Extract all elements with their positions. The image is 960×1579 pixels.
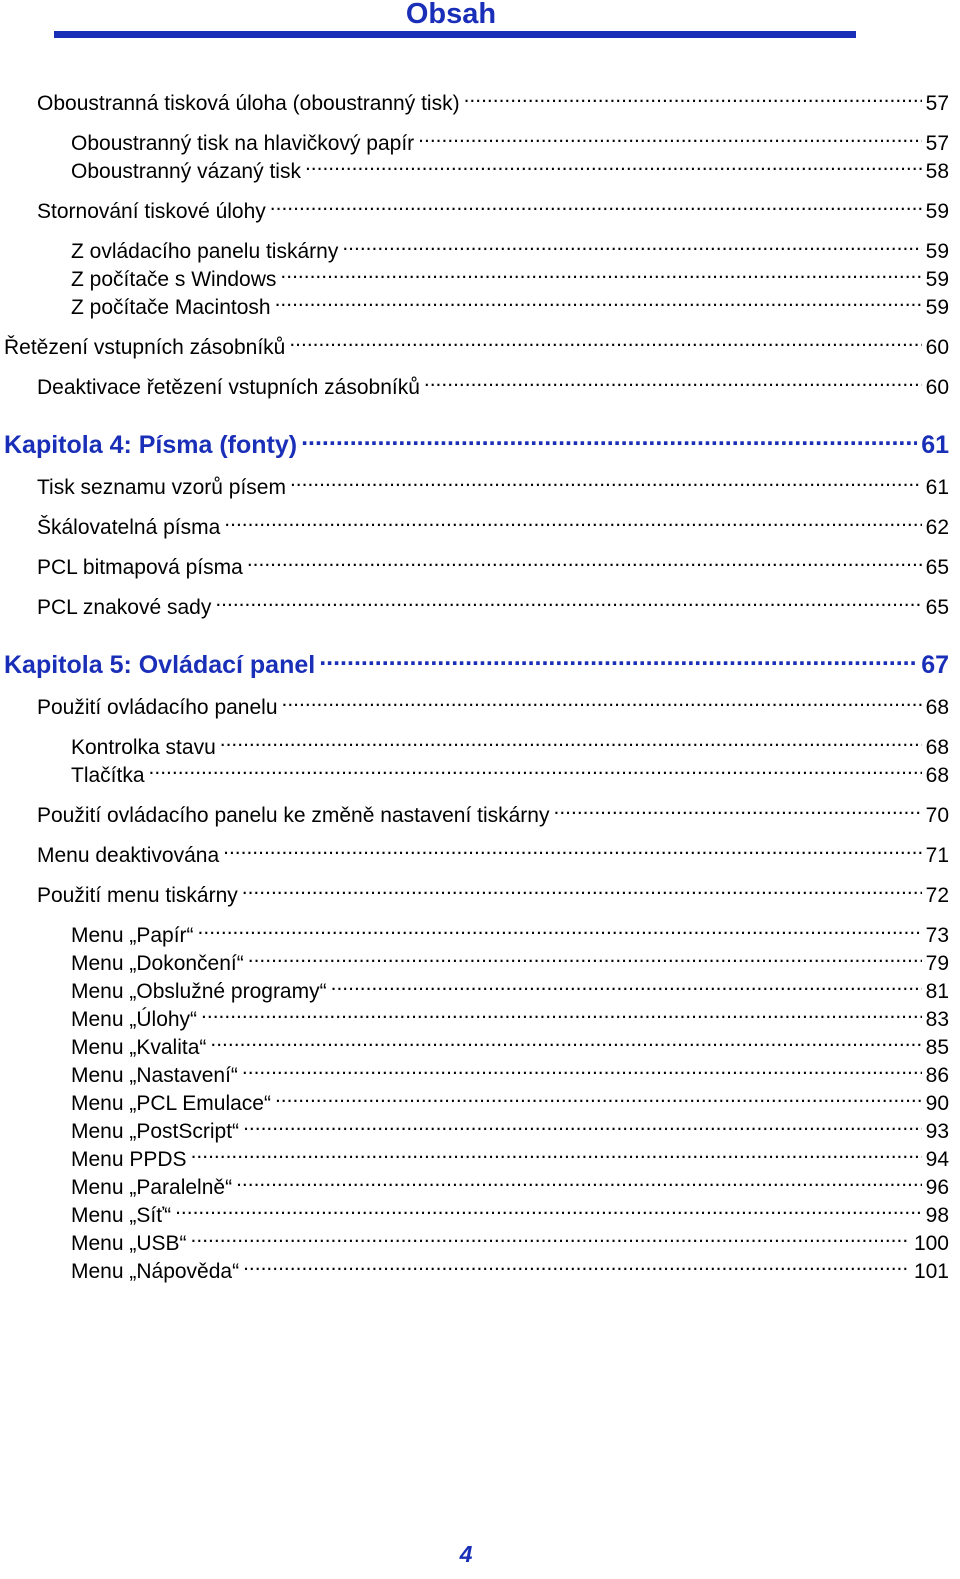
toc-entry[interactable] xyxy=(71,1229,949,1255)
toc-entry-label: Řetězení vstupních zásobníků xyxy=(4,336,286,359)
toc-entry-page: 68 xyxy=(925,736,949,759)
toc-entry[interactable] xyxy=(37,693,949,719)
page-number: 4 xyxy=(459,1541,473,1567)
toc-leader-dots xyxy=(198,921,922,942)
toc-entry-label: Použití menu tiskárny xyxy=(37,884,238,907)
toc-leader-dots xyxy=(464,89,922,110)
toc-leader-dots xyxy=(236,1173,922,1194)
toc-leader-dots xyxy=(553,801,921,822)
toc-leader-dots xyxy=(270,197,922,218)
toc-entry-label: Z počítače s Windows xyxy=(71,268,277,291)
toc-entry-label: Kontrolka stavu xyxy=(71,736,216,759)
toc-entry[interactable] xyxy=(37,801,949,827)
toc-entry-label: Menu „Paralelně“ xyxy=(71,1176,233,1199)
toc-entry-label: Kapitola 4: Písma (fonty) xyxy=(4,431,298,459)
toc-leader-dots xyxy=(424,373,922,394)
toc-entry[interactable] xyxy=(71,1033,949,1059)
toc-entry[interactable] xyxy=(71,949,949,975)
toc-entry[interactable] xyxy=(37,593,949,619)
toc-leader-dots xyxy=(242,1061,922,1082)
toc-entry-page: 60 xyxy=(925,376,949,399)
toc-entry[interactable] xyxy=(71,921,949,947)
toc-entry-page: 96 xyxy=(925,1176,949,1199)
toc-entry-label: Použití ovládacího panelu ke změně nastavení tiskárny xyxy=(37,804,550,827)
toc-leader-dots xyxy=(175,1201,922,1222)
toc-entry-label: Menu „Nápověda“ xyxy=(71,1260,240,1283)
toc-entry[interactable] xyxy=(71,265,949,291)
toc-chapter-entry[interactable] xyxy=(4,648,949,680)
toc-entry-label: Menu „USB“ xyxy=(71,1232,187,1255)
toc-entry[interactable] xyxy=(37,553,949,579)
toc-entry-page: 83 xyxy=(925,1008,949,1031)
toc-entry[interactable] xyxy=(37,373,949,399)
toc-entry-page: 62 xyxy=(925,516,949,539)
toc-leader-dots xyxy=(305,157,922,178)
toc-entry[interactable] xyxy=(71,1201,949,1227)
toc-entry[interactable] xyxy=(71,1061,949,1087)
toc-entry[interactable] xyxy=(71,1257,949,1283)
toc-leader-dots xyxy=(275,293,922,314)
toc-entry-label: Škálovatelná písma xyxy=(37,516,221,539)
toc-chapter-entry[interactable] xyxy=(4,428,949,460)
toc-entry-label: Kapitola 5: Ovládací panel xyxy=(4,651,316,679)
toc-entry-label: Deaktivace řetězení vstupních zásobníků xyxy=(37,376,420,399)
toc-leader-dots xyxy=(149,761,922,782)
toc-entry-page: 59 xyxy=(925,268,949,291)
toc-leader-dots xyxy=(223,841,922,862)
toc-entry-page: 68 xyxy=(925,696,949,719)
toc-entry[interactable] xyxy=(71,733,949,759)
toc-entry-label: Oboustranná tisková úloha (oboustranný tisk) xyxy=(37,92,460,115)
toc-entry-label: Použití ovládacího panelu xyxy=(37,696,278,719)
toc-leader-dots xyxy=(224,513,921,534)
toc-entry-label: Menu „PCL Emulace“ xyxy=(71,1092,271,1115)
toc-entry[interactable] xyxy=(71,1173,949,1199)
toc-entry-label: Stornování tiskové úlohy xyxy=(37,200,266,223)
toc-entry[interactable] xyxy=(37,513,949,539)
toc-entry[interactable] xyxy=(71,977,949,1003)
toc-entry-page: 85 xyxy=(925,1036,949,1059)
toc-leader-dots xyxy=(342,237,921,258)
toc-entry-page: 86 xyxy=(925,1064,949,1087)
toc-entry-label: Z počítače Macintosh xyxy=(71,296,271,319)
toc-entry-page: 68 xyxy=(925,764,949,787)
toc-entry[interactable] xyxy=(37,473,949,499)
toc-entry[interactable] xyxy=(37,89,949,115)
toc-entry-label: Z ovládacího panelu tiskárny xyxy=(71,240,339,263)
toc-entry-label: Menu „Kvalita“ xyxy=(71,1036,207,1059)
toc-entry-page: 79 xyxy=(925,952,949,975)
toc-entry-label: Menu „Síť“ xyxy=(71,1204,172,1227)
toc-leader-dots xyxy=(280,265,921,286)
toc-entry-page: 59 xyxy=(925,240,949,263)
toc-entry-page: 90 xyxy=(925,1092,949,1115)
toc-entry[interactable] xyxy=(71,129,949,155)
toc-leader-dots xyxy=(191,1229,910,1250)
toc-leader-dots xyxy=(243,1257,910,1278)
toc-leader-dots xyxy=(201,1005,922,1026)
toc-entry-page: 65 xyxy=(925,596,949,619)
toc-entry-label: Menu „Úlohy“ xyxy=(71,1008,198,1031)
toc-leader-dots xyxy=(242,881,922,902)
toc-leader-dots xyxy=(215,593,921,614)
toc-entry[interactable] xyxy=(37,197,949,223)
toc-entry[interactable] xyxy=(37,841,949,867)
toc-entry-label: PCL bitmapová písma xyxy=(37,556,243,579)
toc-leader-dots xyxy=(243,1117,922,1138)
toc-entry-page: 65 xyxy=(925,556,949,579)
toc-entry[interactable] xyxy=(71,1089,949,1115)
toc-leader-dots xyxy=(191,1145,922,1166)
toc-entry-label: PCL znakové sady xyxy=(37,596,212,619)
toc-entry-label: Menu „PostScript“ xyxy=(71,1120,240,1143)
toc-entry-label: Menu deaktivována xyxy=(37,844,220,867)
toc-entry-label: Menu PPDS xyxy=(71,1148,187,1171)
page-title: Obsah xyxy=(405,0,497,30)
toc-entry-page: 60 xyxy=(925,336,949,359)
toc-entry[interactable] xyxy=(71,157,949,183)
toc-entry-page: 73 xyxy=(925,924,949,947)
toc-entry[interactable] xyxy=(37,881,949,907)
toc-entry-label: Oboustranný vázaný tisk xyxy=(71,160,301,183)
toc-entry-page: 71 xyxy=(925,844,949,867)
toc-entry-page: 98 xyxy=(925,1204,949,1227)
toc-entry[interactable] xyxy=(71,761,949,787)
toc-entry-page: 61 xyxy=(925,476,949,499)
toc-entry-page: 81 xyxy=(925,980,949,1003)
toc-entry-label: Menu „Nastavení“ xyxy=(71,1064,238,1087)
toc-entry-page: 101 xyxy=(913,1260,949,1283)
toc-leader-dots xyxy=(247,553,922,574)
toc-leader-dots xyxy=(301,428,917,453)
toc-leader-dots xyxy=(290,473,922,494)
toc-entry-page: 59 xyxy=(925,200,949,223)
toc-entry[interactable] xyxy=(71,1005,949,1031)
toc-entry[interactable] xyxy=(71,237,949,263)
toc-leader-dots xyxy=(220,733,922,754)
toc-entry-page: 93 xyxy=(925,1120,949,1143)
toc-leader-dots xyxy=(319,648,917,673)
toc-entry-page: 57 xyxy=(925,132,949,155)
toc-entry[interactable] xyxy=(71,293,949,319)
toc-leader-dots xyxy=(248,949,922,970)
toc-entry-page: 67 xyxy=(921,651,949,679)
toc-leader-dots xyxy=(418,129,921,150)
toc-entry-page: 58 xyxy=(925,160,949,183)
toc-entry-label: Menu „Papír“ xyxy=(71,924,194,947)
toc-entry-label: Tlačítka xyxy=(71,764,145,787)
toc-leader-dots xyxy=(289,333,921,354)
toc-leader-dots xyxy=(275,1089,922,1110)
toc-leader-dots xyxy=(282,693,922,714)
toc-entry-label: Menu „Dokončení“ xyxy=(71,952,244,975)
toc-entry-page: 59 xyxy=(925,296,949,319)
toc-entry-label: Tisk seznamu vzorů písem xyxy=(37,476,286,499)
toc-entry[interactable] xyxy=(71,1145,949,1171)
toc-entry-label: Menu „Obslužné programy“ xyxy=(71,980,327,1003)
toc-entry-page: 61 xyxy=(921,431,949,459)
toc-entry[interactable] xyxy=(71,1117,949,1143)
toc-leader-dots xyxy=(210,1033,921,1054)
toc-entry-page: 70 xyxy=(925,804,949,827)
toc-entry-page: 94 xyxy=(925,1148,949,1171)
toc-entry-page: 72 xyxy=(925,884,949,907)
toc-entry[interactable] xyxy=(4,333,949,359)
toc-leader-dots xyxy=(331,977,922,998)
toc-entry-page: 57 xyxy=(925,92,949,115)
toc-entry-label: Oboustranný tisk na hlavičkový papír xyxy=(71,132,415,155)
toc-entry-page: 100 xyxy=(913,1232,949,1255)
